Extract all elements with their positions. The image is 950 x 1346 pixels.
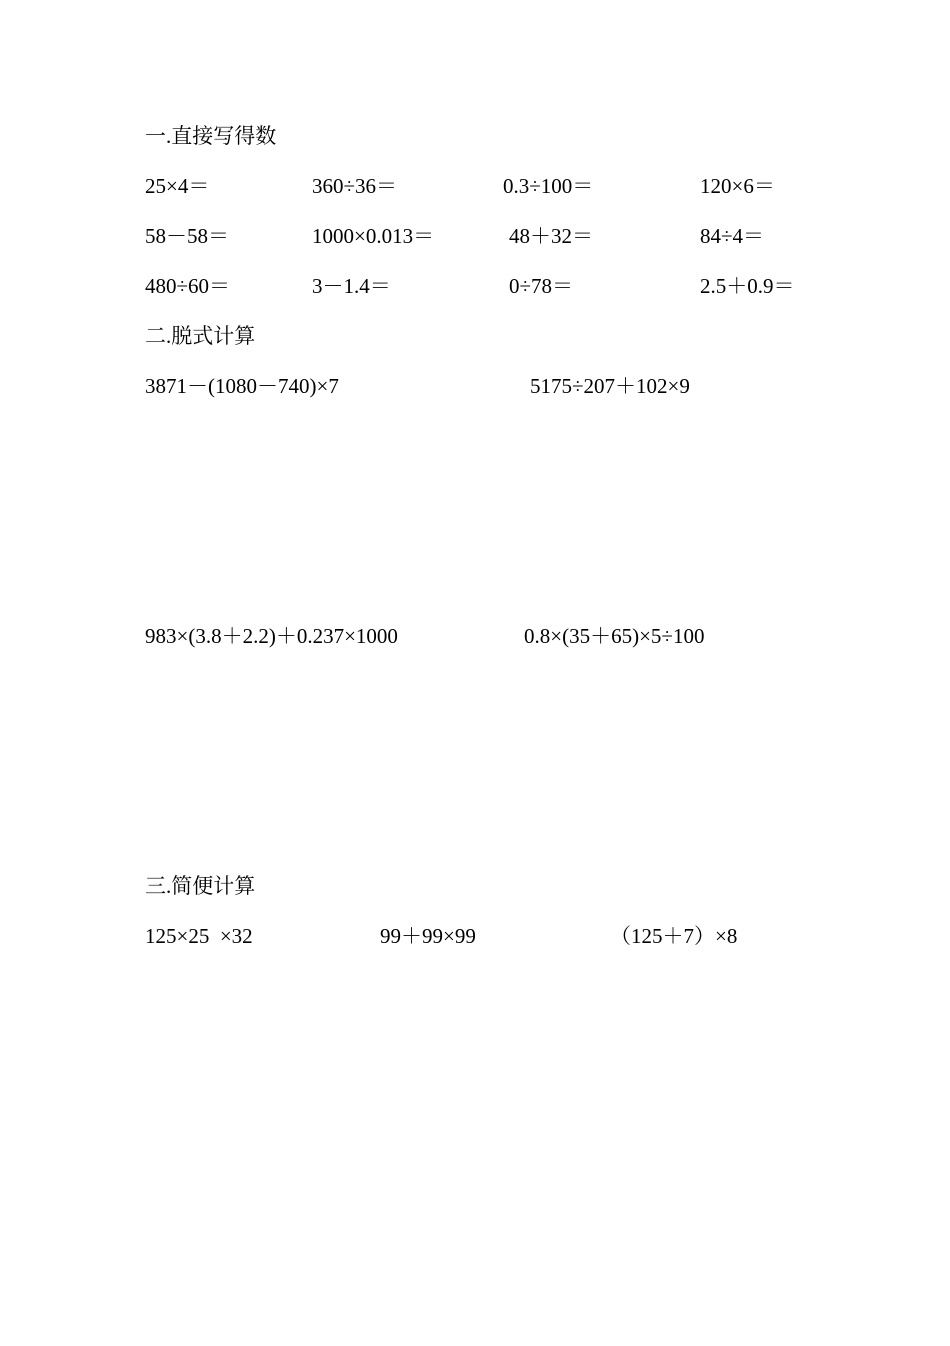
section-2-heading: 二.脱式计算	[145, 324, 256, 348]
simplify-problem-1: 125×25 ×32	[145, 924, 253, 948]
problem-r3c2: 3－1.4＝	[312, 274, 391, 298]
section-3-heading: 三.简便计算	[145, 874, 256, 898]
problem-r2c2: 1000×0.013＝	[312, 224, 435, 248]
section-1-heading: 一.直接写得数	[145, 124, 277, 148]
problem-r2c3: 48＋32＝	[509, 224, 593, 248]
problem-r3c1: 480÷60＝	[145, 274, 231, 298]
step-problem-4: 0.8×(35＋65)×5÷100	[524, 624, 705, 648]
problem-r2c4: 84÷4＝	[700, 224, 765, 248]
step-problem-3: 983×(3.8＋2.2)＋0.237×1000	[145, 624, 398, 648]
step-problem-1: 3871－(1080－740)×7	[145, 374, 339, 398]
problem-r3c3: 0÷78＝	[509, 274, 574, 298]
problem-r1c4: 120×6＝	[700, 174, 775, 198]
step-problem-2: 5175÷207＋102×9	[530, 374, 690, 398]
problem-r2c1: 58－58＝	[145, 224, 229, 248]
problem-r1c1: 25×4＝	[145, 174, 210, 198]
problem-r1c2: 360÷36＝	[312, 174, 398, 198]
problem-r1c3: 0.3÷100＝	[503, 174, 594, 198]
problem-r3c4: 2.5＋0.9＝	[700, 274, 795, 298]
simplify-problem-2: 99＋99×99	[380, 924, 476, 948]
simplify-problem-3: （125＋7）×8	[610, 924, 738, 948]
